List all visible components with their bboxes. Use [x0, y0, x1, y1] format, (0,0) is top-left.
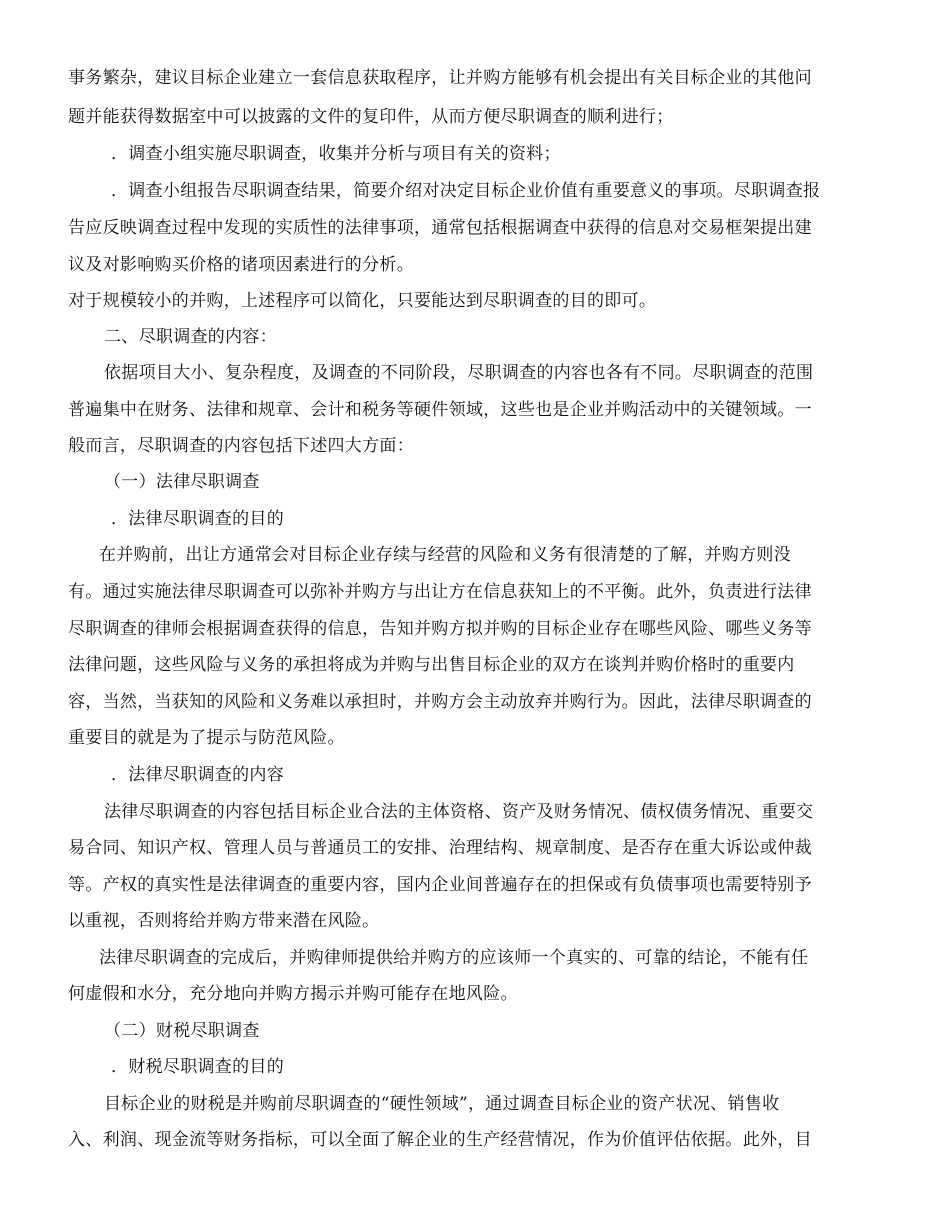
- subsection-heading: （二）财税尽职调查: [104, 1021, 260, 1041]
- text-line: 对于规模较小的并购，上述程序可以简化，只要能达到尽职调查的目的即可。: [68, 291, 657, 311]
- item-heading: ．法律尽职调查的内容: [111, 765, 284, 785]
- text-line: 以重视，否则将给并购方带来潜在风险。: [68, 911, 380, 931]
- text-line: 有。通过实施法律尽职调查可以弥补并购方与出让方在信息获知上的不平衡。此外，负责进行法律: [68, 582, 812, 602]
- text-line: 等。产权的真实性是法律调查的重要内容，国内企业间普遍存在的担保或有负债事项也需要特别予: [68, 875, 812, 895]
- text-line: 告应反映调查过程中发现的实质性的法律事项，通常包括根据调查中获得的信息对交易框架提出建: [68, 218, 812, 238]
- text-line: ．调查小组实施尽职调查，收集并分析与项目有关的资料；: [111, 144, 561, 164]
- text-line: 般而言，尽职调查的内容包括下述四大方面：: [68, 436, 414, 456]
- text-line: 在并购前，出让方通常会对目标企业存续与经营的风险和义务有很清楚的了解，并购方则没: [99, 545, 791, 565]
- text-line: 法律问题，这些风险与义务的承担将成为并购与出售目标企业的双方在谈判并购价格时的重要内: [68, 655, 795, 675]
- subsection-heading: （一）法律尽职调查: [104, 472, 260, 492]
- text-line: 何虚假和水分，充分地向并购方揭示并购可能存在地风险。: [68, 984, 518, 1004]
- text-line: 入、利润、现金流等财务指标，可以全面了解企业的生产经营情况，作为价值评估依据。此外，目: [68, 1130, 812, 1150]
- text-line: 重要目的就是为了提示与防范风险。: [68, 728, 345, 748]
- text-line: 目标企业的财税是并购前尽职调查的“硬性领域”，通过调查目标企业的资产状况、销售收: [104, 1094, 780, 1114]
- text-line: 法律尽职调查的完成后，并购律师提供给并购方的应该师一个真实的、可靠的结论，不能有任: [99, 948, 809, 968]
- text-line: 法律尽职调查的内容包括目标企业合法的主体资格、资产及财务情况、债权债务情况、重要交: [104, 802, 814, 822]
- item-heading: ．财税尽职调查的目的: [111, 1057, 284, 1077]
- text-line: 议及对影响购买价格的诸项因素进行的分析。: [68, 255, 414, 275]
- item-heading: ．法律尽职调查的目的: [111, 509, 284, 529]
- section-heading: 二、尽职调查的内容：: [104, 327, 277, 347]
- text-line: 依据项目大小、复杂程度，及调查的不同阶段，尽职调查的内容也各有不同。尽职调查的范围: [104, 363, 814, 383]
- text-line: ．调查小组报告尽职调查结果，简要介绍对决定目标企业价值有重要意义的事项。尽职调查报: [111, 181, 821, 201]
- text-line: 容，当然，当获知的风险和义务难以承担时，并购方会主动放弃并购行为。因此，法律尽职调查的: [68, 692, 812, 712]
- text-line: 普遍集中在财务、法律和规章、会计和税务等硬件领域，这些也是企业并购活动中的关键领域。一: [68, 400, 812, 420]
- text-line: 题并能获得数据室中可以披露的文件的复印件，从而方便尽职调查的顺利进行；: [68, 107, 674, 127]
- text-line: 尽职调查的律师会根据调查获得的信息，告知并购方拟并购的目标企业存在哪些风险、哪些义务等: [68, 619, 812, 639]
- text-line: 易合同、知识产权、管理人员与普通员工的安排、治理结构、规章制度、是否存在重大诉讼或仲裁: [68, 838, 812, 858]
- text-line: 事务繁杂，建议目标企业建立一套信息获取程序，让并购方能够有机会提出有关目标企业的其他问: [68, 68, 812, 88]
